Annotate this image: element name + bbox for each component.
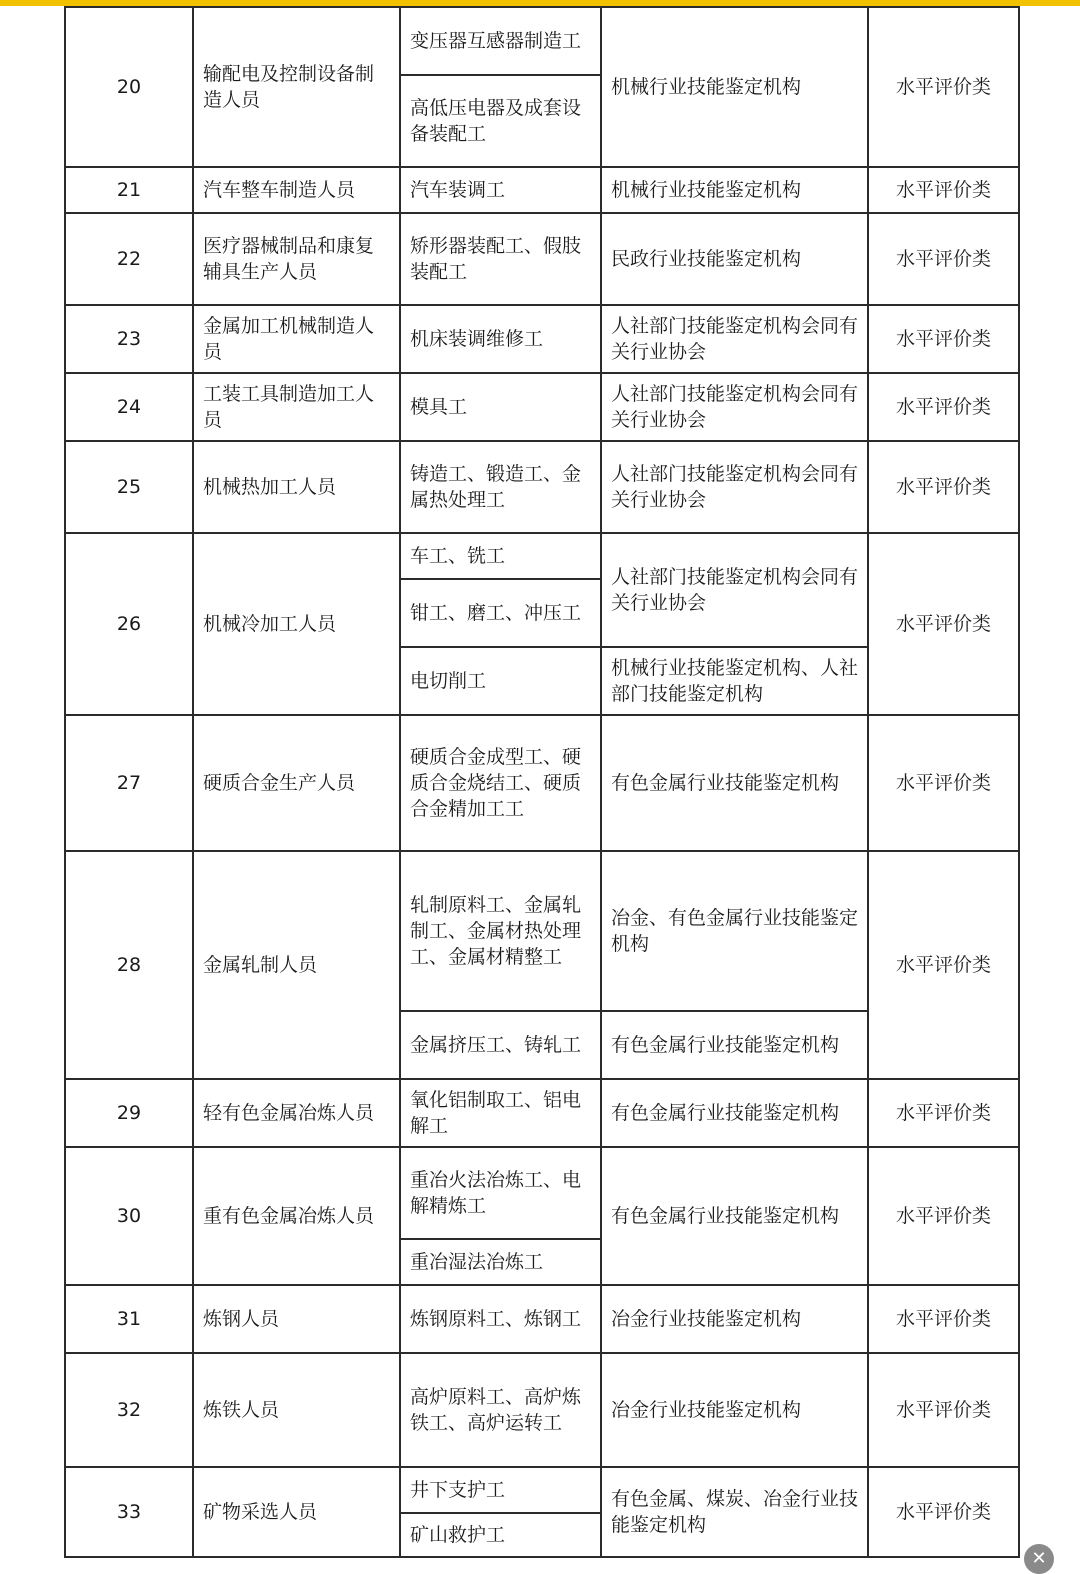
row-number: 25 [65,441,193,533]
job-cell: 硬质合金成型工、硬质合金烧结工、硬质合金精加工工 [400,715,601,851]
eval-type-cell: 水平评价类 [868,441,1019,533]
agency-cell: 有色金属行业技能鉴定机构 [601,1011,868,1079]
row-number: 23 [65,305,193,373]
job-cell: 汽车装调工 [400,167,601,213]
category-cell: 金属轧制人员 [193,851,400,1079]
eval-type-cell: 水平评价类 [868,1147,1019,1285]
row-number: 28 [65,851,193,1079]
category-cell: 汽车整车制造人员 [193,167,400,213]
category-cell: 重有色金属冶炼人员 [193,1147,400,1285]
agency-cell: 机械行业技能鉴定机构 [601,167,868,213]
row-number: 33 [65,1467,193,1557]
agency-cell: 机械行业技能鉴定机构 [601,7,868,167]
table-row [65,715,1019,851]
job-cell: 模具工 [400,373,601,441]
category-cell: 轻有色金属冶炼人员 [193,1079,400,1147]
category-cell: 医疗器械制品和康复辅具生产人员 [193,213,400,305]
row-number: 30 [65,1147,193,1285]
job-cell: 重冶湿法冶炼工 [400,1239,601,1285]
job-cell: 矫形器装配工、假肢装配工 [400,213,601,305]
eval-type-cell: 水平评价类 [868,533,1019,715]
eval-type-cell: 水平评价类 [868,1467,1019,1557]
job-cell: 钳工、磨工、冲压工 [400,579,601,647]
category-cell: 硬质合金生产人员 [193,715,400,851]
job-cell: 高低压电器及成套设备装配工 [400,75,601,167]
eval-type-cell: 水平评价类 [868,1079,1019,1147]
category-cell: 炼钢人员 [193,1285,400,1353]
agency-cell: 冶金、有色金属行业技能鉴定机构 [601,851,868,1011]
table-row [65,1079,1019,1147]
agency-cell: 有色金属行业技能鉴定机构 [601,715,868,851]
job-cell: 矿山救护工 [400,1513,601,1557]
job-cell: 机床装调维修工 [400,305,601,373]
job-cell: 轧制原料工、金属轧制工、金属材热处理工、金属材精整工 [400,851,601,1011]
agency-cell: 人社部门技能鉴定机构会同有关行业协会 [601,533,868,647]
table-row [65,167,1019,213]
agency-cell: 人社部门技能鉴定机构会同有关行业协会 [601,441,868,533]
eval-type-cell: 水平评价类 [868,167,1019,213]
row-number: 29 [65,1079,193,1147]
row-number: 26 [65,533,193,715]
job-cell: 电切削工 [400,647,601,715]
job-cell: 铸造工、锻造工、金属热处理工 [400,441,601,533]
job-cell: 变压器互感器制造工 [400,7,601,75]
job-cell: 炼钢原料工、炼钢工 [400,1285,601,1353]
row-number: 32 [65,1353,193,1467]
table-row [65,305,1019,373]
table-row [65,373,1019,441]
category-cell: 炼铁人员 [193,1353,400,1467]
category-cell: 机械热加工人员 [193,441,400,533]
category-cell: 矿物采选人员 [193,1467,400,1557]
row-number: 21 [65,167,193,213]
table-row [65,441,1019,533]
eval-type-cell: 水平评价类 [868,1285,1019,1353]
eval-type-cell: 水平评价类 [868,851,1019,1079]
agency-cell: 冶金行业技能鉴定机构 [601,1285,868,1353]
job-cell: 金属挤压工、铸轧工 [400,1011,601,1079]
eval-type-cell: 水平评价类 [868,7,1019,167]
agency-cell: 人社部门技能鉴定机构会同有关行业协会 [601,305,868,373]
table-row [65,1147,1019,1239]
table-row [65,533,1019,579]
eval-type-cell: 水平评价类 [868,213,1019,305]
job-cell: 重冶火法冶炼工、电解精炼工 [400,1147,601,1239]
category-cell: 工装工具制造加工人员 [193,373,400,441]
close-icon[interactable]: ✕ [1024,1544,1054,1574]
category-cell: 机械冷加工人员 [193,533,400,715]
table-row [65,851,1019,1011]
table-row [65,213,1019,305]
eval-type-cell: 水平评价类 [868,373,1019,441]
eval-type-cell: 水平评价类 [868,305,1019,373]
job-cell: 高炉原料工、高炉炼铁工、高炉运转工 [400,1353,601,1467]
agency-cell: 人社部门技能鉴定机构会同有关行业协会 [601,373,868,441]
job-cell: 车工、铣工 [400,533,601,579]
eval-type-cell: 水平评价类 [868,715,1019,851]
table-row [65,1467,1019,1513]
table-row [65,1353,1019,1467]
occupation-table [64,6,1020,1558]
job-cell: 井下支护工 [400,1467,601,1513]
row-number: 24 [65,373,193,441]
row-number: 20 [65,7,193,167]
row-number: 27 [65,715,193,851]
category-cell: 输配电及控制设备制造人员 [193,7,400,167]
agency-cell: 冶金行业技能鉴定机构 [601,1353,868,1467]
job-cell: 氧化铝制取工、铝电解工 [400,1079,601,1147]
eval-type-cell: 水平评价类 [868,1353,1019,1467]
table-row [65,7,1019,75]
row-number: 31 [65,1285,193,1353]
table-row [65,1285,1019,1353]
agency-cell: 机械行业技能鉴定机构、人社部门技能鉴定机构 [601,647,868,715]
category-cell: 金属加工机械制造人员 [193,305,400,373]
agency-cell: 民政行业技能鉴定机构 [601,213,868,305]
agency-cell: 有色金属行业技能鉴定机构 [601,1079,868,1147]
agency-cell: 有色金属、煤炭、冶金行业技能鉴定机构 [601,1467,868,1557]
agency-cell: 有色金属行业技能鉴定机构 [601,1147,868,1285]
row-number: 22 [65,213,193,305]
